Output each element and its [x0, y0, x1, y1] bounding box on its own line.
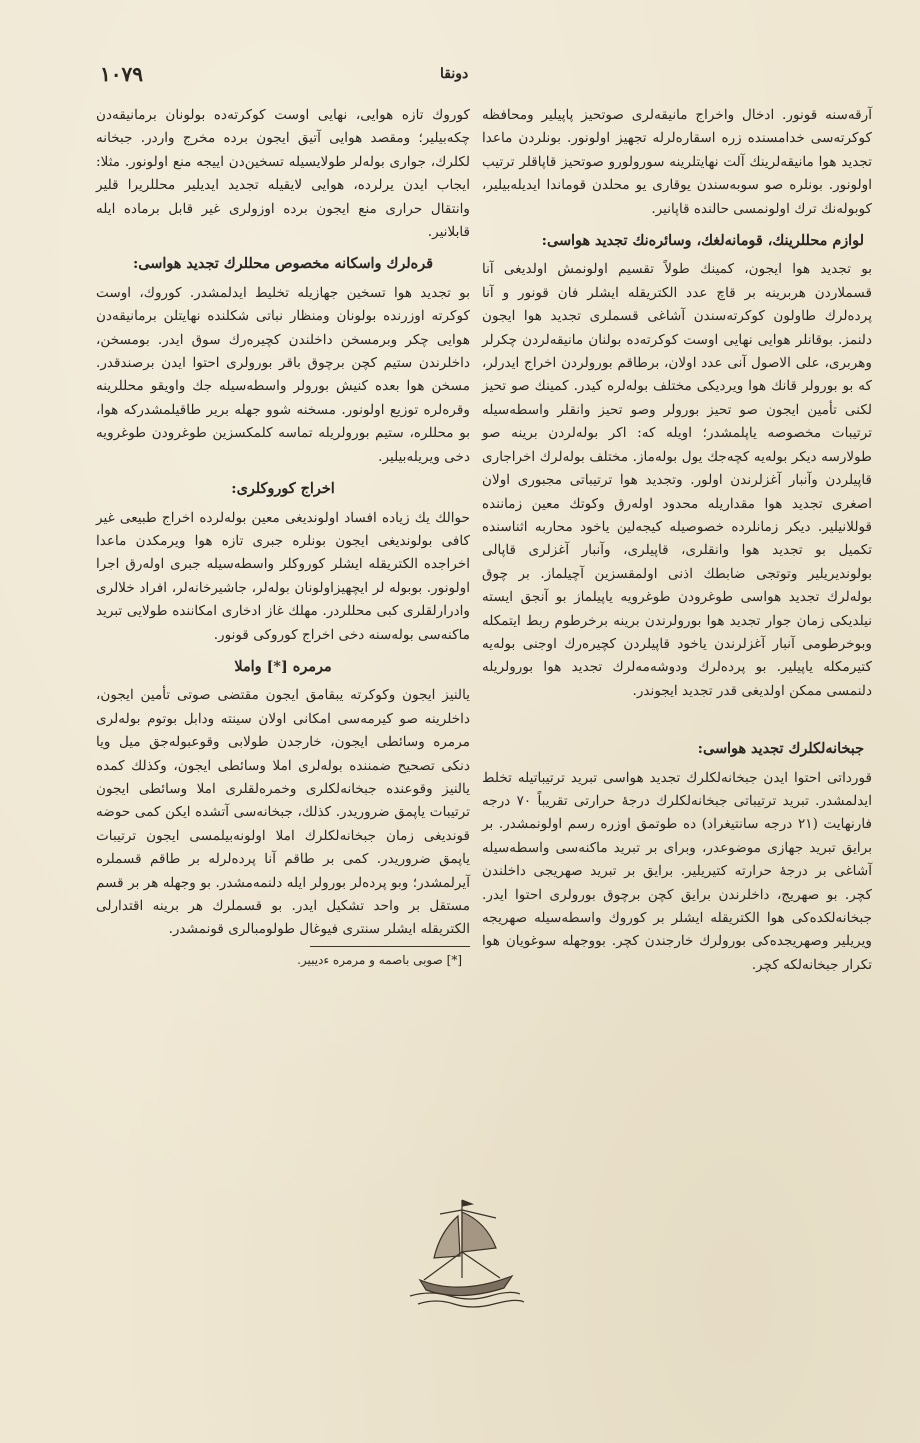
paragraph: بو تجدید هوا تسخین جهازیله تخلیط ایدلمشدر. کوروك، اوست کوکرته اوزرنده بولونان ومنظار نباتی شکلنده نهایتلن برمانیقه‌دن هوایی چکر وبرمسخن داخلندن کچیره‌رك سوق ایدر. بومسخن، داخلرندن ستیم کچن برچوق باقر بورولری احتوا ایدن برصندقدر. مسخن هوا بعده کنیش بورولر واسطه‌سیله جك واویقو محللرینه وقره‌لره توزیع اولونور. مسخنه شوو جهله بریر طاقیلمشدرکه هوا، بو محللره، ستیم بورولریله تماسه کلمکسزین طوغرودن طوغرویه دخی ویریله‌بیلیر. — [96, 284, 470, 465]
section-heading: جبخانه‌لکلرك تجدید هواسی: — [697, 740, 864, 758]
right-column — [482, 104, 872, 977]
footnote: [*] صوبی باصمه و مرمره ءدیبیر. — [297, 952, 462, 967]
paragraph: آرقه‌سنه قونور. ادخال واخراج مانیقه‌لری صوتحیز پاپیلیر ومحافظه کوکرته‌سی خدامسنده زره اسقارەلرله تجهیز اولونور. بونلردن ماعدا تجدید هوا مانیقه‌لرینك آلت نهایتلرینه سورولورو صوتحیز قاپاقلر ترتیب اولونور. بونلره صو سوبه‌سندن یوقاری یو محلدن قوماندا ایدیله‌بیلیر، کوبوله‌نك ترك اولونمسی حالنده قاپانیر. — [482, 107, 872, 217]
paragraph: حوالك یك زیاده افساد اولوندیغی معین بوله‌لرده اخراج طبیعی غیر کافی بولوندیغی ایجون بونلره جبری تازه هوا ویرمکدن ماعدا اخراجده الکتریقله ایشلر کوروکلر واسطه‌سیله جبری اوله‌رق اجرا اولونور. بوبوله لر ایچهیزاولونان بوله‌لر، جاشیرخانه‌لر، افراد خلالری وادرارلقلری کبی محللردر. مهلك غاز ادخاری امکاننده طولایی تبرید ماکنه‌سی بوله‌سنه دخی اخراج کوروکی قونور. — [96, 509, 470, 643]
section-heading: اخراج کوروکلری: — [231, 480, 335, 498]
ship-vignette-icon — [400, 1192, 530, 1312]
running-head: دونقا — [440, 66, 469, 82]
paragraph: قورداتی احتوا ایدن جبخانه‌لکلرك تجدید هواسی تبرید ترتیباتیله تخلط ایدلمشدر. تبرید ترتیباتی جبخانه‌لکلرك درجهٔ حرارتی تقریباً ٧٠ درجه فارنهایت (٢١ درجه سانتیغراد) ده طوتمق اوزره رسم اولونمشدر. بر برایق تبرید جهازی موضوعدر، وبرای بر تبرید ماکنه‌سی واسطه‌سیله آشاغی بر درجهٔ حرارته کتیریلیر. برایق بر تبرید صهریجی داخلندن کچر. بو صهریج، داخلرندن برایق کچن برچوق بورولری احتوا ایدر. جبخانه‌لکده‌کی هوا الکتریقله ایشلر بر کوروك واسطه‌سیله صهریجه ویریلیر وصهریجده‌کی بورولرك خارجندن کچر. بووجهله سوغویان هوا تکرار جبخانه‌لکه کچر. — [482, 769, 873, 973]
section-heading: مرمره [*] واملا — [234, 657, 332, 675]
left-column — [96, 104, 470, 969]
paragraph: یالنیز ایجون وکوکرته‌ یبقامق ایجون مقتضی صوتی تأمین ایجون، داخلرینه صو کیرمه‌سی امکانی اولان سینته ودابل بوتوم بوله‌لری مرمره وسائطی ایجون، خارجدن طولابی وقوعبوله‌جق میل ویا دنکی تصحیح ضمننده بوله‌لری املا وسائطی ایجون، وکذلك کمده یالنیز وقوعنده جبخانه‌لکلری وخمره‌لقلری املا وسائطی ایجون ترتیبات یاپمق ضروریدر. کذلك، جبخانه‌سی آتشده ایکن کمی حوضه قوندیغی زمان جبخانه‌لکلرك املا اولونه‌بیلمسی ایجون ترتیبات یاپمق ضروریدر. کمی بر طاقم آنا پرده‌لرله بر طاقم قسملره آیرلمشدر؛ وبو پرده‌لر بورولر ایله دلنمه‌مشدر. بو وجهله هر بر قسم مستقل بر واحد تشکیل ایدر. بو قسملرك هر برینه اقتدارلی الکتریقله ایشلر سنتری فیوغال طولومبالری قونمشدر. — [96, 687, 470, 938]
paragraph: کوروك تازه هوایی، نهایی اوست کوکرته‌ده بولونان برمانیقه‌دن چکه‌بیلیر؛ ومقصد هوایی آتیق ایجون برده مخرج واردر. جبخانه لکلرك، جواری بوله‌لر طولایسیله تسخین‌دن اییجه منع اولونور. مثلا: ایجاب ایدن یرلرده، هوایی لایقیله تجدید ایدیلیر محللریرا قلیر وانتقال حراری منع ایجون برده اوزولری غیر قابل برماده ایله قابلانیر. — [96, 107, 470, 241]
page-number: ١٠٧٩ — [100, 62, 143, 86]
footnote-rule — [310, 946, 470, 947]
section-heading: قره‌لرك واسکانه مخصوص محللرك تجدید هواسی: — [132, 255, 434, 273]
section-heading: لوازم محللرینك، قومانه‌لغك، وسائره‌نك تجدید هواسی: — [541, 232, 864, 250]
page-header — [0, 62, 920, 92]
spacer — [482, 703, 872, 729]
paragraph: بو تجدید هوا ایجون، کمینك طولاً تقسیم اولونمش اولدیغی آنا قسملاردن هربرینه بر قاچ عدد الکتریقله ایشلر فان قونور و آنا پرده‌لرك طاولون کوکرته‌سندن آشاغی قسملری تجدید هوا ایجون دلنمز. بوقانلر هوایی نهایی اوست کوکرته‌ده بولنان مانیقه‌لردن چکرلر وهربری، علی الاصول آنی عدد اولان، برطاقم بورولردن اخراج ایدرلر، که بو بورولر قانك هوا ویردیکی مختلف بوله‌لره کیدر. کمینك صو تحیز لکنی تأمین ایجون صو تحیز بورولر وصو تحیز وانقلر واسطه‌سیله ترتیبات مخصوصه یاپلمشدر؛ اویله که: اکر بوله‌لردن برینه صو طولارسه دیکر بوله‌یه کچه‌جك یول بوله‌ماز. مختلف بوله‌لرك اخراجاری قاپیلردن وآنبار آغزلرندن اولور. وتجدید هوا ترتیباتی مجبوری اولان اصغری تجدید هوا مقداریله محدود اوله‌رق وکوتك معین زماننده قوللانیلیر. دیکر زمانلرده خصوصیله کیجه‌لین یاخود محاربه اثناسنده تکمیل بو تجدید هوا وانقلری، قاپیلری، وآنبار آغزلری قاپالی بولوندیریلیر وتوتجی ضابطك اذنی اولمقسزین آچیلماز. بر چوق بوله‌لرك تجدید هواسی طوغرودن طوغرویه یاپیلماز بو آنجق ایسته نیلدیکی زمان جوار تجدید هوا بورولرندن برینه برخرطوم ربط ایتمکله وبوخرطومی آنبار آغزلرندن یاخود قاپیلردن کچیره‌رك اوجنی بوله‌یه کتیرمکله یاپیلیر. بو پرده‌لرك ودوشه‌مه‌لرك تجدید هوا بورولریله دلنمسی ممکن اولدیغی قدر تجدید ایجوندر. — [482, 261, 872, 699]
